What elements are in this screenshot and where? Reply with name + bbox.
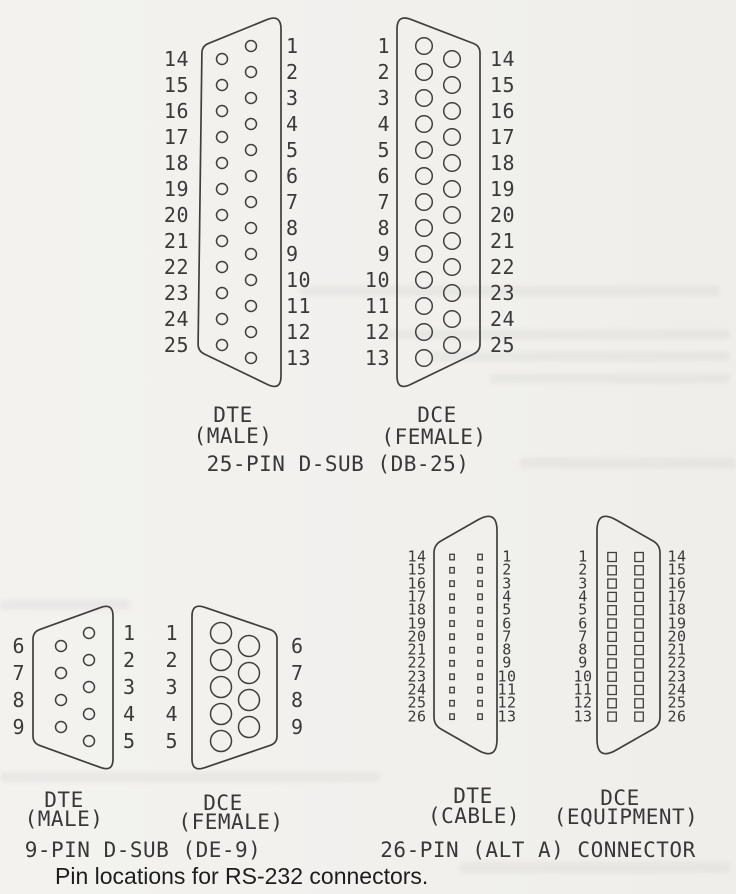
alt26-dce-role-label: DCE xyxy=(600,786,640,810)
de9-dte-role-label: DTE xyxy=(44,788,84,812)
de9-dce-pin-label-2: 2 xyxy=(165,648,178,672)
alt26-dce-pin-label-12: 12 xyxy=(573,693,593,712)
alt26-dte-variant-label: (CABLE) xyxy=(427,804,521,828)
db25-dce-pin-3-socket xyxy=(416,90,433,107)
db25-dte-pin-label-11: 11 xyxy=(286,294,312,318)
alt26-dte-role-label: DTE xyxy=(453,784,493,808)
de9-dce-pin-3-socket xyxy=(211,677,232,698)
db25-dte-pin-label-23: 23 xyxy=(163,281,189,305)
db25-dce-connector xyxy=(397,18,480,386)
alt26-dte-pin-11-pin xyxy=(478,687,483,693)
db25-dce-pin-12-socket xyxy=(416,324,433,341)
alt26-dte-pin-18-pin xyxy=(450,608,455,614)
db25-dte-pin-8-pin xyxy=(246,223,257,234)
de9-dce-pin-label-3: 3 xyxy=(165,675,178,699)
alt26-dte-pin-5-pin xyxy=(478,608,483,614)
alt26-dce-pin-7-socket xyxy=(608,632,617,641)
alt26-dce-pin-9-socket xyxy=(608,659,617,668)
db25-dce-pin-label-13: 13 xyxy=(364,346,390,370)
db25-dte-pin-label-22: 22 xyxy=(163,255,189,279)
de9-dce-variant-label: (FEMALE) xyxy=(178,810,284,834)
de9-dce-pin-label-6: 6 xyxy=(291,634,304,658)
alt26-dce-pin-label-19: 19 xyxy=(667,614,687,632)
de9-dce-pin-4-socket xyxy=(211,704,232,725)
alt26-section-title: 26-PIN (ALT A) CONNECTOR xyxy=(380,838,696,862)
db25-dce-role-label: DCE xyxy=(417,403,457,427)
alt26-dte-pin-24-pin xyxy=(450,687,455,693)
alt26-dce-pin-25-socket xyxy=(635,699,644,708)
alt26-dce-pin-label-23: 23 xyxy=(667,667,687,686)
alt26-dce-pin-20-socket xyxy=(635,632,644,641)
alt26-dce-pin-5-socket xyxy=(608,606,617,615)
alt26-dce-pin-label-4: 4 xyxy=(578,587,588,606)
alt26-dce-pin-2-socket xyxy=(608,566,617,575)
de9-dte-pin-label-6: 6 xyxy=(12,634,25,658)
de9-dte-pin-label-7: 7 xyxy=(12,661,25,685)
db25-dce-pin-23-socket xyxy=(444,285,461,302)
db25-section-title: 25-PIN D-SUB (DB-25) xyxy=(206,452,470,476)
db25-dte-body xyxy=(198,18,281,386)
alt26-dce-pin-label-15: 15 xyxy=(667,560,687,579)
alt26-dte-pin-label-1: 1 xyxy=(502,547,512,566)
alt26-dce-pin-label-13: 13 xyxy=(573,707,593,726)
db25-dce-pin-8-socket xyxy=(416,220,433,237)
alt26-dte-pin-6-pin xyxy=(478,621,483,627)
de9-dte-pin-label-1: 1 xyxy=(123,621,136,645)
db25-dte-pin-9-pin xyxy=(246,249,257,260)
alt26-dte-pin-label-16: 16 xyxy=(407,574,427,593)
db25-dce-pin-label-21: 21 xyxy=(490,229,516,253)
db25-dte-pin-2-pin xyxy=(246,67,257,78)
alt26-dce-pin-label-17: 17 xyxy=(667,587,687,606)
db25-dte-pin-label-10: 10 xyxy=(286,268,312,292)
alt26-dce-variant-label: (EQUIPMENT) xyxy=(553,805,699,829)
db25-dce-pin-11-socket xyxy=(416,298,433,315)
alt26-dce-pin-label-26: 26 xyxy=(667,707,687,726)
alt26-dte-pin-label-8: 8 xyxy=(502,640,512,659)
db25-dce-pin-label-5: 5 xyxy=(377,138,390,162)
alt26-dce-pin-label-20: 20 xyxy=(667,627,687,646)
de9-dce-pin-9-socket xyxy=(239,717,260,738)
de9-dte-pin-4-pin xyxy=(84,709,95,720)
alt26-dte-pin-14-pin xyxy=(450,554,455,560)
alt26-dte-pin-15-pin xyxy=(450,568,455,574)
de9-dce-pin-7-socket xyxy=(239,663,260,684)
db25-dte-pin-18-pin xyxy=(217,158,228,169)
de9-dte-pin-5-pin xyxy=(84,736,95,747)
db25-dte-pin-label-19: 19 xyxy=(163,177,189,201)
de9-dce-pin-2-socket xyxy=(211,650,232,671)
figure-caption: Pin locations for RS-232 connectors. xyxy=(55,863,429,889)
alt26-dce-pin-label-24: 24 xyxy=(667,680,687,699)
alt26-dce-pin-18-socket xyxy=(635,606,644,615)
db25-dte-variant-label: (MALE) xyxy=(193,424,273,448)
db25-dte-pin-label-18: 18 xyxy=(163,151,189,175)
alt26-dce-pin-label-6: 6 xyxy=(578,614,588,632)
db25-dce-pin-20-socket xyxy=(444,207,461,224)
de9-dce-pin-label-4: 4 xyxy=(165,702,178,726)
alt26-dte-pin-9-pin xyxy=(478,661,483,667)
db25-dte-pin-label-2: 2 xyxy=(286,60,299,84)
de9-dte-pin-7-pin xyxy=(56,668,67,679)
db25-dte-pin-label-6: 6 xyxy=(286,164,299,188)
alt26-dte-pin-label-5: 5 xyxy=(502,600,512,619)
db25-dte-pin-label-21: 21 xyxy=(163,229,189,253)
alt26-dce-pin-label-18: 18 xyxy=(667,600,687,619)
de9-dce-pin-6-socket xyxy=(239,636,260,657)
db25-dce-pin-label-14: 14 xyxy=(490,47,516,71)
db25-dte-pin-label-14: 14 xyxy=(163,47,189,71)
db25-dte-pin-label-8: 8 xyxy=(286,216,299,240)
de9-dce-pin-label-7: 7 xyxy=(291,661,304,685)
alt26-dte-pin-7-pin xyxy=(478,634,483,640)
alt26-dce-pin-label-22: 22 xyxy=(667,653,687,672)
db25-dce-pin-24-socket xyxy=(444,311,461,328)
db25-dte-pin-label-13: 13 xyxy=(286,346,312,370)
db25-dte-pin-label-3: 3 xyxy=(286,86,299,110)
db25-dce-pin-6-socket xyxy=(416,168,433,185)
alt26-dte-pin-label-26: 26 xyxy=(407,707,427,726)
alt26-dte-pin-4-pin xyxy=(478,594,483,600)
db25-dce-pin-label-23: 23 xyxy=(490,281,516,305)
db25-dce-pin-15-socket xyxy=(444,77,461,94)
alt26-dce-pin-label-21: 21 xyxy=(667,640,687,659)
alt26-dce-pin-14-socket xyxy=(635,553,644,562)
alt26-dte-pin-label-11: 11 xyxy=(497,680,517,699)
alt26-dce-pin-label-7: 7 xyxy=(578,627,588,646)
db25-dte-pin-label-16: 16 xyxy=(163,99,189,123)
alt26-dce-pin-24-socket xyxy=(635,686,644,695)
de9-dce-pin-label-9: 9 xyxy=(291,715,304,739)
db25-dce-pin-label-22: 22 xyxy=(490,255,516,279)
db25-dte-pin-label-12: 12 xyxy=(286,320,312,344)
db25-dce-pin-13-socket xyxy=(416,350,433,367)
db25-dte-pin-16-pin xyxy=(217,106,228,117)
db25-dte-pin-22-pin xyxy=(217,262,228,273)
db25-dce-pin-25-socket xyxy=(444,337,461,354)
de9-dte-pin-1-pin xyxy=(84,628,95,639)
db25-dte-pin-label-1: 1 xyxy=(286,34,299,58)
alt26-dte-pin-8-pin xyxy=(478,647,483,653)
db25-dte-pin-label-7: 7 xyxy=(286,190,299,214)
db25-dte-pin-label-17: 17 xyxy=(163,125,189,149)
alt26-dce-pin-label-16: 16 xyxy=(667,574,687,593)
alt26-dce-pin-15-socket xyxy=(635,566,644,575)
alt26-dce-body xyxy=(597,516,660,753)
de9-dte-pin-label-9: 9 xyxy=(12,715,25,739)
db25-dce-pin-21-socket xyxy=(444,233,461,250)
alt26-dte-pin-label-13: 13 xyxy=(497,707,517,726)
alt26-dte-pin-25-pin xyxy=(450,701,455,707)
alt26-dte-pin-2-pin xyxy=(478,568,483,574)
db25-dte-pin-5-pin xyxy=(246,145,257,156)
alt26-dce-pin-10-socket xyxy=(608,672,617,681)
alt26-dte-pin-19-pin xyxy=(450,621,455,627)
de9-dce-pin-5-socket xyxy=(211,731,232,752)
de9-dte-pin-3-pin xyxy=(84,682,95,693)
alt26-dce-connector xyxy=(597,516,660,753)
db25-dte-pin-23-pin xyxy=(217,288,228,299)
db25-dte-pin-12-pin xyxy=(246,327,257,338)
alt26-dce-pin-label-5: 5 xyxy=(578,600,588,619)
alt26-dte-pin-20-pin xyxy=(450,634,455,640)
db25-dce-pin-label-10: 10 xyxy=(364,268,390,292)
alt26-dte-pin-3-pin xyxy=(478,581,483,587)
de9-dte-body xyxy=(33,606,113,768)
db25-dce-pin-label-12: 12 xyxy=(364,320,390,344)
db25-dte-pin-11-pin xyxy=(246,301,257,312)
alt26-dce-pin-label-11: 11 xyxy=(573,680,593,699)
db25-dte-pin-label-5: 5 xyxy=(286,138,299,162)
db25-dte-pin-6-pin xyxy=(246,171,257,182)
de9-dte-pin-label-8: 8 xyxy=(12,688,25,712)
alt26-dte-pin-22-pin xyxy=(450,661,455,667)
db25-dce-pin-label-3: 3 xyxy=(377,86,390,110)
de9-dce-pin-8-socket xyxy=(239,690,260,711)
de9-dte-pin-2-pin xyxy=(84,655,95,666)
alt26-dce-pin-label-25: 25 xyxy=(667,693,687,712)
de9-dte-pin-label-4: 4 xyxy=(123,702,136,726)
alt26-dte-pin-label-15: 15 xyxy=(407,560,427,579)
alt26-dte-pin-21-pin xyxy=(450,647,455,653)
de9-dte-connector xyxy=(33,606,113,768)
alt26-dce-pin-26-socket xyxy=(635,712,644,721)
alt26-dce-pin-6-socket xyxy=(608,619,617,628)
de9-dte-pin-label-3: 3 xyxy=(123,675,136,699)
alt26-dte-pin-10-pin xyxy=(478,674,483,680)
alt26-dce-pin-16-socket xyxy=(635,579,644,588)
db25-dte-pin-10-pin xyxy=(246,275,257,286)
alt26-dte-pin-1-pin xyxy=(478,554,483,560)
db25-dce-pin-label-6: 6 xyxy=(377,164,390,188)
db25-dce-pin-19-socket xyxy=(444,181,461,198)
alt26-dte-pin-label-21: 21 xyxy=(407,640,427,659)
db25-dte-pin-25-pin xyxy=(217,340,228,351)
de9-dce-pin-label-1: 1 xyxy=(165,621,178,645)
alt26-dce-pin-17-socket xyxy=(635,592,644,601)
alt26-dte-pin-label-7: 7 xyxy=(502,627,512,646)
alt26-dce-pin-1-socket xyxy=(608,553,617,562)
db25-dte-pin-label-24: 24 xyxy=(163,307,189,331)
alt26-dte-pin-label-12: 12 xyxy=(497,693,517,712)
de9-dce-role-label: DCE xyxy=(203,791,243,815)
db25-dte-pin-14-pin xyxy=(217,54,228,65)
de9-dce-pin-label-8: 8 xyxy=(291,688,304,712)
db25-dte-pin-21-pin xyxy=(217,236,228,247)
de9-dte-pin-9-pin xyxy=(56,722,67,733)
db25-dce-pin-label-7: 7 xyxy=(377,190,390,214)
alt26-dce-pin-label-8: 8 xyxy=(578,640,588,659)
db25-dce-pin-label-4: 4 xyxy=(377,112,390,136)
alt26-dte-pin-label-14: 14 xyxy=(407,547,427,566)
alt26-dte-pin-12-pin xyxy=(478,701,483,707)
db25-dce-pin-label-15: 15 xyxy=(490,73,516,97)
de9-dce-pin-label-5: 5 xyxy=(165,729,178,753)
db25-dce-pin-label-1: 1 xyxy=(377,34,390,58)
db25-dce-pin-22-socket xyxy=(444,259,461,276)
db25-dce-pin-1-socket xyxy=(416,38,433,55)
db25-dce-pin-18-socket xyxy=(444,155,461,172)
alt26-dte-pin-16-pin xyxy=(450,581,455,587)
de9-dce-connector xyxy=(192,606,277,769)
alt26-dce-pin-label-3: 3 xyxy=(578,574,588,593)
db25-dce-pin-14-socket xyxy=(444,51,461,68)
alt26-dte-connector xyxy=(434,516,497,753)
db25-dce-pin-16-socket xyxy=(444,103,461,120)
alt26-dte-pin-label-17: 17 xyxy=(407,587,427,606)
alt26-dce-pin-12-socket xyxy=(608,699,617,708)
alt26-dte-pin-label-4: 4 xyxy=(502,587,512,606)
db25-dce-body xyxy=(397,18,480,386)
de9-dte-pin-label-2: 2 xyxy=(123,648,136,672)
alt26-dte-pin-label-18: 18 xyxy=(407,600,427,619)
db25-dte-connector xyxy=(198,18,281,386)
db25-dte-pin-4-pin xyxy=(246,119,257,130)
db25-dte-role-label: DTE xyxy=(213,403,253,427)
db25-dte-pin-label-20: 20 xyxy=(163,203,189,227)
alt26-dte-pin-label-10: 10 xyxy=(497,667,517,686)
alt26-dce-pin-label-2: 2 xyxy=(578,560,588,579)
db25-dce-pin-label-16: 16 xyxy=(490,99,516,123)
alt26-dte-pin-label-24: 24 xyxy=(407,680,427,699)
alt26-dte-pin-label-19: 19 xyxy=(407,614,427,632)
de9-dte-pin-8-pin xyxy=(56,695,67,706)
alt26-dte-pin-label-23: 23 xyxy=(407,667,427,686)
alt26-dte-pin-label-9: 9 xyxy=(502,653,512,672)
alt26-dce-pin-3-socket xyxy=(608,579,617,588)
alt26-dte-pin-23-pin xyxy=(450,674,455,680)
alt26-dte-pin-label-20: 20 xyxy=(407,627,427,646)
alt26-dte-pin-26-pin xyxy=(450,714,455,720)
db25-dce-pin-9-socket xyxy=(416,246,433,263)
alt26-dce-pin-22-socket xyxy=(635,659,644,668)
db25-dce-pin-label-18: 18 xyxy=(490,151,516,175)
db25-dce-variant-label: (FEMALE) xyxy=(381,425,487,449)
de9-dte-pin-6-pin xyxy=(56,641,67,652)
db25-dce-pin-17-socket xyxy=(444,129,461,146)
alt26-dce-pin-11-socket xyxy=(608,686,617,695)
db25-dte-pin-15-pin xyxy=(217,80,228,91)
db25-dce-pin-label-19: 19 xyxy=(490,177,516,201)
db25-dce-pin-label-17: 17 xyxy=(490,125,516,149)
alt26-dce-pin-23-socket xyxy=(635,672,644,681)
alt26-dte-pin-label-6: 6 xyxy=(502,614,512,632)
alt26-dte-pin-13-pin xyxy=(478,714,483,720)
db25-dce-pin-label-2: 2 xyxy=(377,60,390,84)
db25-dce-pin-label-11: 11 xyxy=(364,294,390,318)
db25-dte-pin-3-pin xyxy=(246,93,257,104)
db25-dte-pin-17-pin xyxy=(217,132,228,143)
alt26-dce-pin-19-socket xyxy=(635,619,644,628)
db25-dce-pin-5-socket xyxy=(416,142,433,159)
de9-dte-variant-label: (MALE) xyxy=(24,807,104,831)
db25-dce-pin-label-9: 9 xyxy=(377,242,390,266)
db25-dte-pin-13-pin xyxy=(246,353,257,364)
alt26-dce-pin-label-1: 1 xyxy=(578,547,588,566)
de9-dce-pin-1-socket xyxy=(211,623,232,644)
db25-dce-pin-label-8: 8 xyxy=(377,216,390,240)
db25-dte-pin-24-pin xyxy=(217,314,228,325)
db25-dte-pin-label-15: 15 xyxy=(163,73,189,97)
db25-dte-pin-label-9: 9 xyxy=(286,242,299,266)
alt26-dce-pin-4-socket xyxy=(608,592,617,601)
db25-dce-pin-label-25: 25 xyxy=(490,333,516,357)
db25-dte-pin-1-pin xyxy=(246,41,257,52)
alt26-dte-pin-label-22: 22 xyxy=(407,653,427,672)
alt26-dte-pin-label-3: 3 xyxy=(502,574,512,593)
de9-dce-body xyxy=(192,606,277,769)
db25-dce-pin-10-socket xyxy=(416,272,433,289)
db25-dce-pin-4-socket xyxy=(416,116,433,133)
db25-dte-pin-7-pin xyxy=(246,197,257,208)
db25-dte-pin-20-pin xyxy=(217,210,228,221)
alt26-dce-pin-21-socket xyxy=(635,646,644,655)
alt26-dce-pin-label-10: 10 xyxy=(573,667,593,686)
alt26-dce-pin-label-9: 9 xyxy=(578,653,588,672)
de9-section-title: 9-PIN D-SUB (DE-9) xyxy=(24,838,262,862)
de9-dte-pin-label-5: 5 xyxy=(123,729,136,753)
db25-dte-pin-label-4: 4 xyxy=(286,112,299,136)
db25-dce-pin-label-24: 24 xyxy=(490,307,516,331)
alt26-dte-pin-17-pin xyxy=(450,594,455,600)
alt26-dte-pin-label-25: 25 xyxy=(407,693,427,712)
db25-dte-pin-19-pin xyxy=(217,184,228,195)
alt26-dte-pin-label-2: 2 xyxy=(502,560,512,579)
alt26-dce-pin-13-socket xyxy=(608,712,617,721)
alt26-dce-pin-label-14: 14 xyxy=(667,547,687,566)
alt26-dce-pin-8-socket xyxy=(608,646,617,655)
db25-dce-pin-2-socket xyxy=(416,64,433,81)
db25-dce-pin-label-20: 20 xyxy=(490,203,516,227)
db25-dte-pin-label-25: 25 xyxy=(163,333,189,357)
alt26-dte-body xyxy=(434,516,497,753)
db25-dce-pin-7-socket xyxy=(416,194,433,211)
